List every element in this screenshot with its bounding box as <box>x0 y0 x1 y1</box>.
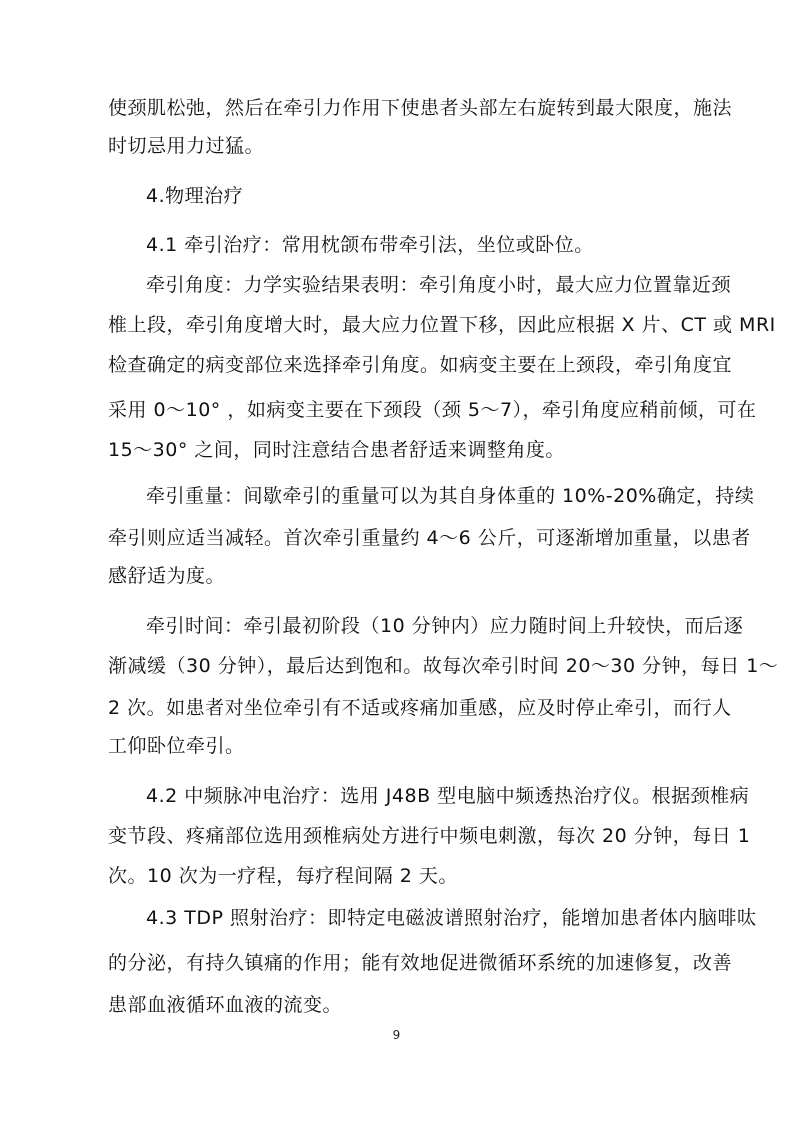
subsection-heading: 4.1 牵引治疗：常用枕颌布带牵引法，坐位或卧位。 <box>146 234 594 256</box>
subsection-heading: 4.2 中频脉冲电治疗：选用 J48B 型电脑中频透热治疗仪。根据颈椎病 <box>146 785 750 807</box>
text-line: 牵引则应适当减轻。首次牵引重量约 4～6 公斤，可逐渐增加重量，以患者 <box>108 527 751 549</box>
text-line: 2 次。如患者对坐位牵引有不适或疼痛加重感，应及时停止牵引，而行人 <box>108 697 732 719</box>
subsection-heading: 4.3 TDP 照射治疗：即特定电磁波谱照射治疗，能增加患者体内脑啡呔 <box>146 907 757 929</box>
text-line: 渐减缓（30 分钟），最后达到饱和。故每次牵引时间 20～30 分钟，每日 1～ <box>108 655 779 677</box>
text-line: 患部血液循环血液的流变。 <box>108 994 343 1016</box>
text-line: 牵引重量：间歇牵引的重量可以为其自身体重的 10%-20%确定，持续 <box>146 485 755 507</box>
text-line: 变节段、疼痛部位选用颈椎病处方进行中频电刺激，每次 20 分钟，每日 1 <box>108 825 751 847</box>
text-line: 15～30° 之间，同时注意结合患者舒适来调整角度。 <box>108 439 565 461</box>
text-line: 牵引时间：牵引最初阶段（10 分钟内）应力随时间上升较快，而后逐 <box>146 615 744 637</box>
text-line: 次。10 次为一疗程，每疗程间隔 2 天。 <box>108 865 458 887</box>
text-line: 检查确定的病变部位来选择牵引角度。如病变主要在上颈段，牵引角度宜 <box>108 354 733 376</box>
text-line: 时切忌用力过猛。 <box>108 135 265 157</box>
text-line: 感舒适为度。 <box>108 565 226 587</box>
text-line: 椎上段，牵引角度增大时，最大应力位置下移，因此应根据 X 片、CT 或 MRI <box>108 314 776 336</box>
text-line: 采用 0～10° ，如病变主要在下颈段（颈 5～7），牵引角度应稍前倾，可在 <box>108 399 757 421</box>
text-line: 工仰卧位牵引。 <box>108 735 245 757</box>
text-line: 牵引角度：力学实验结果表明：牵引角度小时，最大应力位置靠近颈 <box>146 274 732 296</box>
text-line: 的分泌，有持久镇痛的作用；能有效地促进微循环系统的加速修复，改善 <box>108 952 733 974</box>
page-number: 9 <box>392 1028 401 1042</box>
text-line: 使颈肌松弛，然后在牵引力作用下使患者头部左右旋转到最大限度，施法 <box>108 97 733 119</box>
section-heading: 4.物理治疗 <box>146 185 244 207</box>
